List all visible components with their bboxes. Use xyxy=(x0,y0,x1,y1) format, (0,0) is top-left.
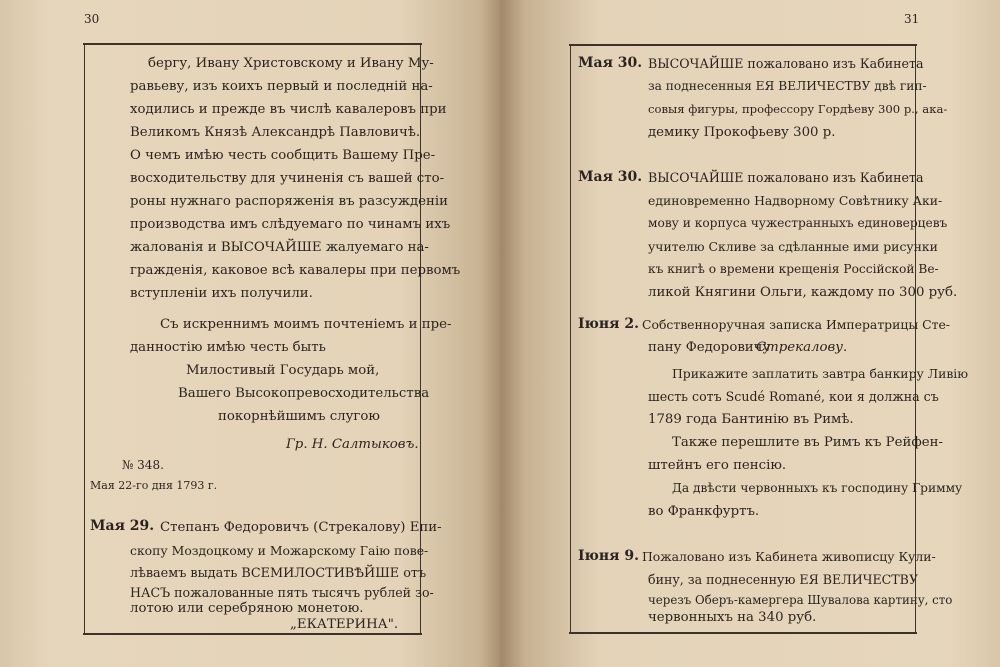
document-date: Мая 22-го дня 1793 г. xyxy=(90,479,218,492)
note-line: Также перешлите въ Римъ къ Рейфен- xyxy=(672,435,943,450)
letter-line: вступленіи ихъ получили. xyxy=(130,286,313,301)
entry-line: Собственноручная записка Императрицы Сте- xyxy=(642,317,950,332)
entry-line: совыя фигуры, профессору Гордѣеву 300 р., ака- xyxy=(648,102,948,116)
entry-date: Мая 30. xyxy=(578,169,643,185)
entry-signature: „ЕКАТЕРИНА". xyxy=(290,617,399,632)
entry-line: бину, за поднесенную ЕЯ ВЕЛИЧЕСТВУ xyxy=(648,572,919,587)
document-number: № 348. xyxy=(122,458,164,472)
entry-date: Іюня 2. xyxy=(578,316,639,332)
entry-line: лѣваемъ выдать ВСЕМИЛОСТИВѢЙШЕ отъ xyxy=(130,566,427,581)
closing-line: данностію имѣю честь быть xyxy=(130,340,326,355)
letter-line: равьеву, изъ коихъ первый и последній на- xyxy=(130,79,433,94)
page-number: 30 xyxy=(84,12,100,26)
entry-line: за поднесенныя ЕЯ ВЕЛИЧЕСТВУ двѣ гип- xyxy=(648,79,927,93)
letter-line: роны нужнаго распоряженія въ разсужденіи xyxy=(130,194,448,209)
letter-line: Великомъ Князѣ Александрѣ Павловичѣ. xyxy=(130,125,421,140)
letter-line: производства имъ слѣдуемаго по чинамъ ихъ xyxy=(130,217,451,232)
entry-line: демику Прокофьеву 300 р. xyxy=(648,125,836,140)
letter-line: гражденія, каковое всѣ кавалеры при первомъ xyxy=(130,263,461,278)
note-line: шесть сотъ Scudé Romané, кои я должна съ xyxy=(648,389,939,404)
entry-line: къ книгѣ о времени крещенія Россійской Ве- xyxy=(648,262,939,276)
entry-line: черезъ Оберъ-камергера Шувалова картину, сто xyxy=(648,593,953,607)
note-line: штейнъ его пенсію. xyxy=(648,458,787,473)
entry-line: единовременно Надворному Совѣтнику Аки- xyxy=(648,193,943,208)
note-line: 1789 года Бантинію въ Римѣ. xyxy=(648,412,854,427)
note-line: Да двѣсти червонныхъ къ господину Гримму xyxy=(672,481,963,495)
letter-line: жалованія и ВЫСОЧАЙШЕ жалуемаго на- xyxy=(130,240,429,255)
entry-line: червонныхъ на 340 руб. xyxy=(648,610,817,625)
entry-name-italic: Стрекалову. xyxy=(756,340,848,355)
entry-line: скопу Моздоцкому и Можарскому Гаію повe- xyxy=(130,543,429,558)
entry-date: Мая 30. xyxy=(578,55,643,71)
entry-line: ликой Княгини Ольги, каждому по 300 руб. xyxy=(648,285,958,300)
entry-date: Іюня 9. xyxy=(578,548,639,564)
entry-line: Пожаловано изъ Кабинета живописцу Кули- xyxy=(642,549,936,564)
entry-line: ВЫСОЧАЙШЕ пожаловано изъ Кабинета xyxy=(648,170,924,185)
letter-line: ходились и прежде въ числѣ кавалеровъ при xyxy=(130,102,447,117)
entry-date: Мая 29. xyxy=(90,518,155,534)
signature: Гр. Н. Салтыковъ. xyxy=(286,437,419,452)
excellency-line: Вашего Высокопревосходительства xyxy=(178,386,430,401)
servant-line: покорнѣйшимъ слугою xyxy=(218,409,380,424)
letter-line: бергу, Ивану Христовскому и Ивану Му- xyxy=(148,56,434,71)
salutation: Милостивый Государь мой, xyxy=(186,363,380,378)
right-page xyxy=(500,0,1000,667)
note-line: во Франкфуртъ. xyxy=(648,504,760,519)
page-number: 31 xyxy=(904,12,920,26)
entry-line: пану Федоровичу xyxy=(648,340,771,355)
closing-line: Съ искреннимъ моимъ почтеніемъ и пре- xyxy=(160,317,452,332)
letter-line: О чемъ имѣю честь сообщить Вашему Пре- xyxy=(130,148,436,163)
note-line: Прикажите заплатить завтра банкиру Ливію xyxy=(672,366,969,381)
letter-line: восходительству для учиненія съ вашей сто- xyxy=(130,171,445,186)
entry-line: Степанъ Федоровичъ (Стрекалову) Епи- xyxy=(160,520,442,535)
entry-line: мову и корпуса чужестранныхъ единоверцевъ xyxy=(648,216,948,230)
entry-line: ВЫСОЧАЙШЕ пожаловано изъ Кабинета xyxy=(648,56,924,71)
entry-line: лотою или серебряною монетою. xyxy=(130,601,364,616)
entry-line: НАСЪ пожалованные пять тысячъ рублей зо- xyxy=(130,585,434,600)
entry-line: учителю Скливе за сдѣланные ими рисунки xyxy=(648,239,938,254)
